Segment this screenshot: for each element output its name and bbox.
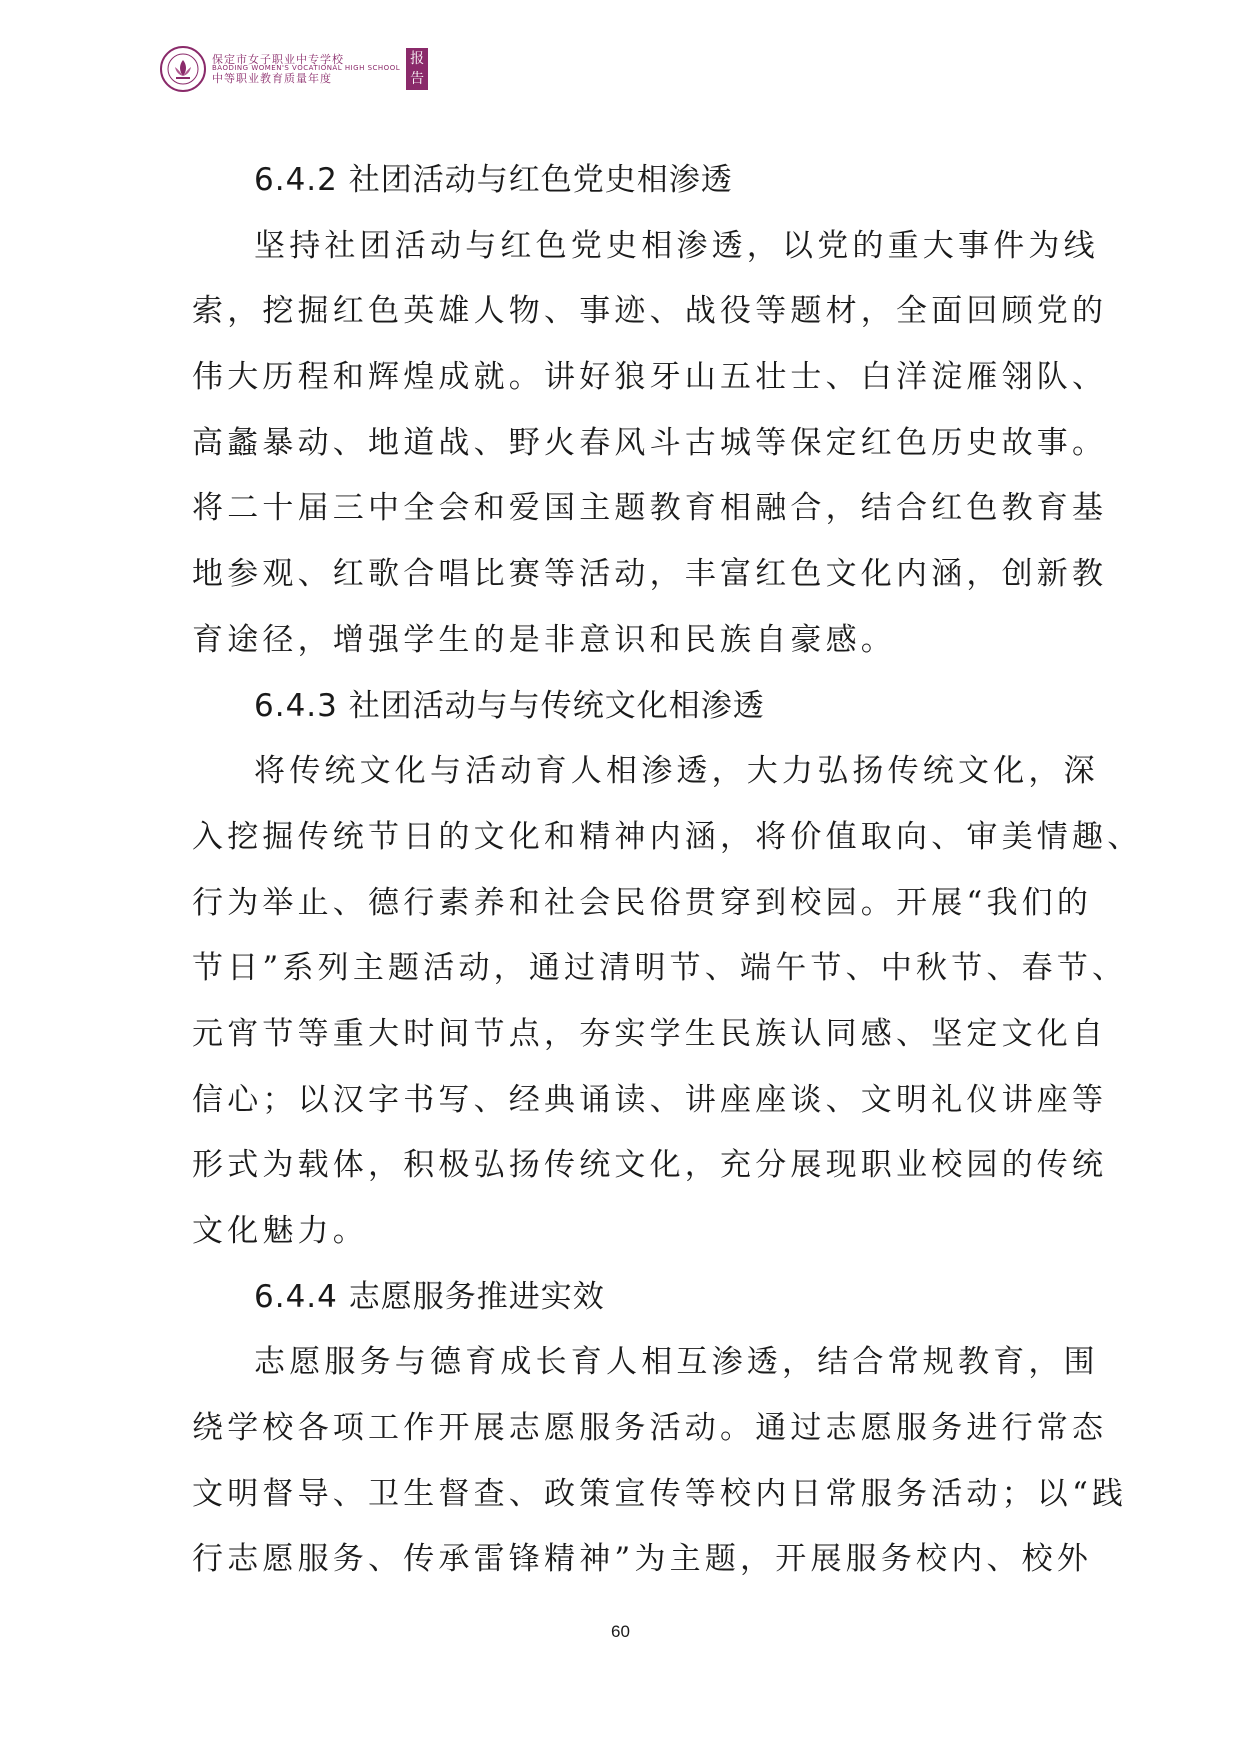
paragraph-line: 入挖掘传统节日的文化和精神内涵，将价值取向、审美情趣、 [192, 818, 1143, 855]
report-title: 中等职业教育质量年度 [212, 71, 332, 85]
paragraph-line: 形式为载体，积极弘扬传统文化，充分展现职业校园的传统 [192, 1147, 1108, 1184]
paragraph-line: 索，挖掘红色英雄人物、事迹、战役等题材，全面回顾党的 [192, 293, 1108, 330]
school-name-cn: 保定市女子职业中专学校 [212, 52, 344, 66]
paragraph-line: 将传统文化与活动育人相渗透，大力弘扬传统文化，深 [254, 753, 1099, 790]
paragraph-line: 元宵节等重大时间节点，夯实学生民族认同感、坚定文化自 [192, 1015, 1108, 1052]
paragraph-line: 地参观、红歌合唱比赛等活动，丰富红色文化内涵，创新教 [192, 556, 1108, 593]
report-header [160, 44, 428, 94]
paragraph-line: 育途径，增强学生的是非意识和民族自豪感。 [192, 621, 896, 658]
paragraph-line: 志愿服务与德育成长育人相互渗透，结合常规教育，围 [254, 1344, 1099, 1381]
report-badge: 报告 [406, 48, 428, 90]
paragraph-line: 文化魅力。 [192, 1213, 368, 1249]
paragraph-line: 绕学校各项工作开展志愿服务活动。通过志愿服务进行常态 [192, 1410, 1108, 1447]
paragraph-line: 行为举止、德行素养和社会民俗贯穿到校园。开展“我们的 [192, 884, 1093, 921]
page-number: 60 [611, 1622, 630, 1641]
school-name-en: BAODING WOMEN'S VOCATIONAL HIGH SCHOOL [212, 64, 401, 73]
lotus-emblem-icon [166, 52, 200, 86]
section-heading-6-4-4: 6.4.4 志愿服务推进实效 [254, 1278, 605, 1315]
paragraph-line: 将二十届三中全会和爱国主题教育相融合，结合红色教育基 [192, 490, 1108, 527]
header-text-block [212, 54, 400, 84]
document-body [192, 148, 1143, 1593]
section-heading-6-4-3: 6.4.3 社团活动与与传统文化相渗透 [254, 687, 765, 724]
section-paragraph-6-4-4 [192, 1330, 1128, 1593]
paragraph-line: 节日”系列主题活动，通过清明节、端午节、中秋节、春节、 [192, 950, 1128, 987]
section-heading-6-4-2: 6.4.2 社团活动与红色党史相渗透 [254, 162, 733, 198]
section-paragraph-6-4-2 [192, 214, 1108, 674]
paragraph-line: 信心；以汉字书写、经典诵读、讲座座谈、文明礼仪讲座等 [192, 1081, 1108, 1118]
paragraph-line: 伟大历程和辉煌成就。讲好狼牙山五壮士、白洋淀雁翎队、 [192, 359, 1108, 396]
paragraph-line: 坚持社团活动与红色党史相渗透，以党的重大事件为线 [254, 227, 1099, 264]
paragraph-line: 高蠡暴动、地道战、野火春风斗古城等保定红色历史故事。 [192, 424, 1108, 461]
school-emblem-icon [160, 46, 206, 92]
section-paragraph-6-4-3 [192, 739, 1143, 1265]
paragraph-line: 文明督导、卫生督查、政策宣传等校内日常服务活动；以“践 [192, 1475, 1128, 1512]
paragraph-line: 行志愿服务、传承雷锋精神”为主题，开展服务校内、校外 [192, 1541, 1093, 1578]
